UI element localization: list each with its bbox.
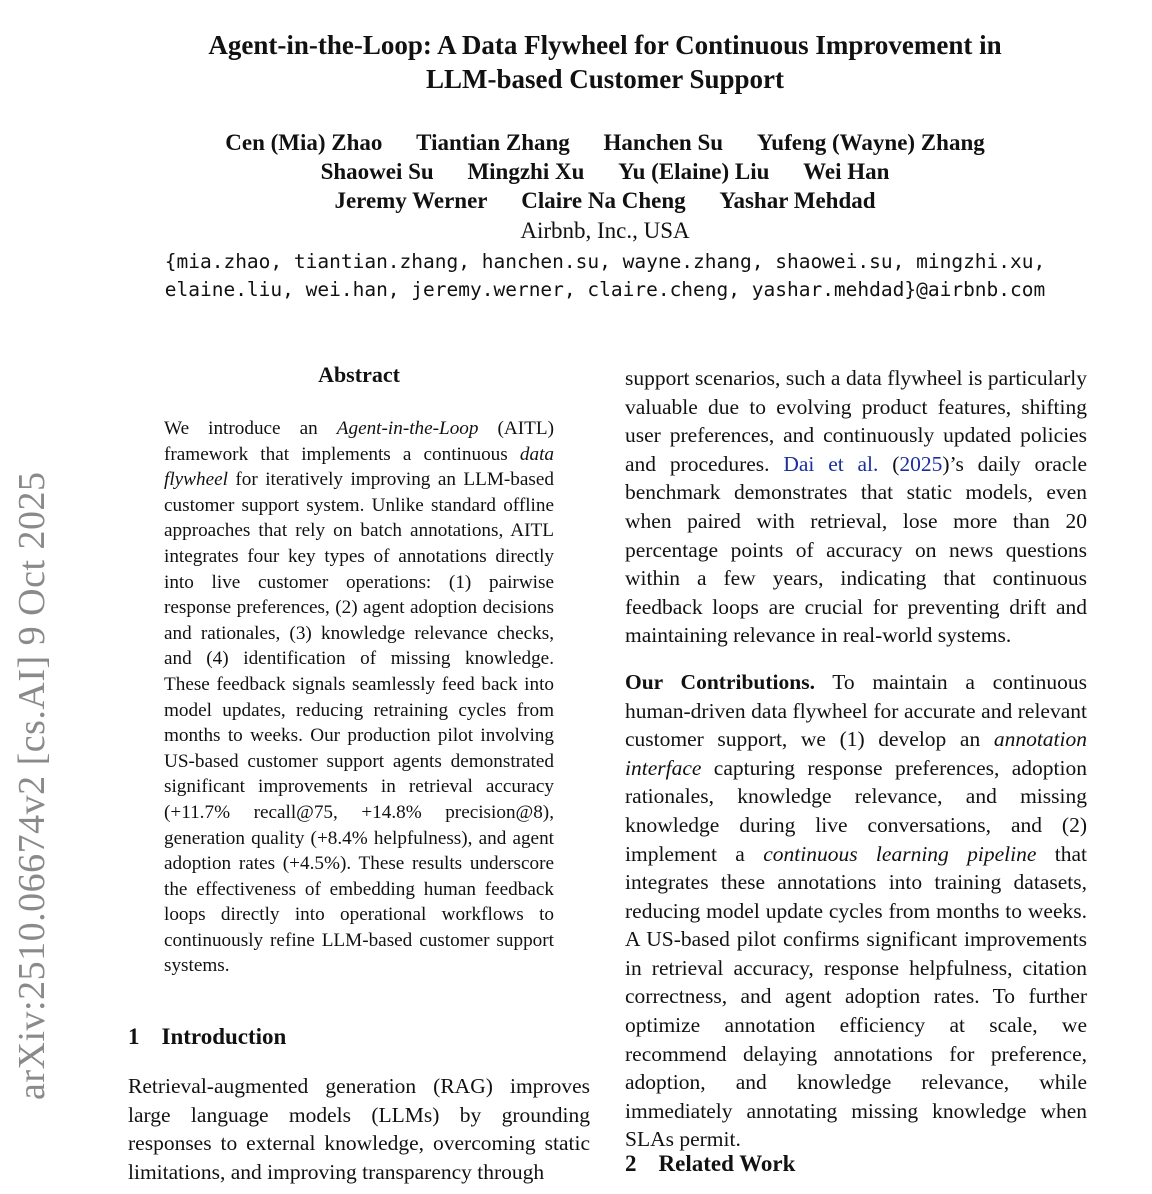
abstract-emphasis: Agent-in-the-Loop bbox=[336, 418, 479, 439]
abstract-emphasis: data flywheel bbox=[164, 443, 554, 491]
paragraph-text: ( bbox=[878, 451, 900, 476]
paragraph-text: To maintain a continuous human-driven data flywheel for accurate and relevant customer support, we (1) develop an bbox=[625, 669, 1087, 752]
contributions-heading: Our Contributions. bbox=[625, 669, 815, 694]
abstract-text: We introduce an bbox=[164, 418, 337, 439]
emails-line-2: elaine.liu, wei.han, jeremy.werner, claire.cheng, yashar.mehdad}@airbnb.com bbox=[164, 278, 1046, 301]
section-number: 2 bbox=[625, 1151, 637, 1176]
paragraph-text: )’s daily oracle benchmark demonstrates that static models, even when paired with retrieval, lose more than 20 percentage points of accuracy on news questions within a few years, indicating that continuous feedback loops are crucial for preventing drift and maintaining relevance in real-world systems. bbox=[625, 451, 1087, 648]
affiliation: Airbnb, Inc., USA bbox=[520, 218, 690, 243]
author: Hanchen Su bbox=[603, 130, 724, 155]
author: Yufeng (Wayne) Zhang bbox=[756, 130, 985, 155]
author: Wei Han bbox=[803, 159, 890, 184]
paragraph-text: that integrates these annotations into training datasets, reducing model update cycles from months to weeks. A US-based pilot confirms significant improvements in retrieval accuracy, response helpfulness, citation correctness, and agent adoption rates. To further optimize annotation efficiency at scale, we recommend delaying annotations for preference, adoption, and knowledge relevance, while immediately annotating missing knowledge when SLAs permit. bbox=[625, 841, 1088, 1152]
abstract-body bbox=[164, 416, 554, 979]
title-line-2: LLM-based Customer Support bbox=[425, 64, 785, 94]
abstract-text: for iteratively improving an LLM-based customer support system. Unlike standard offline approaches that rely on batch annotations, AITL integrates four key types of annotations directly into live customer operations: (1) pairwise response preferences, (2) agent adoption decisions and rationales, (3) knowledge relevance checks, and (4) identification of missing knowledge. These feedback signals seamlessly feed back into model updates, reducing retraining cycles from months to weeks. Our production pilot involving US-based customer support agents demonstrated significant improvements in retrieval accuracy (+11.7% recall@75, +14.8% precision@8), generation quality (+8.4% helpfulness), and agent adoption rates (+4.5%). These results underscore the effectiveness of embedding human feedback loops directly into operational workflows to continuously refine LLM-based customer support systems. bbox=[164, 469, 554, 977]
citation-link[interactable]: Dai et al. bbox=[783, 451, 879, 476]
paragraph-text: capturing response preferences, adoption rationales, knowledge relevance, and missing knowledge during live conversations, and (2) implement a bbox=[625, 755, 1087, 866]
section-title: Introduction bbox=[161, 1024, 287, 1049]
paragraph bbox=[625, 364, 1087, 650]
section-heading-related-work bbox=[625, 1151, 795, 1177]
paragraph-emphasis: annotation interface bbox=[625, 727, 1087, 780]
author: Mingzhi Xu bbox=[467, 159, 585, 184]
paper-title bbox=[120, 28, 1090, 96]
citation-year-link[interactable]: 2025 bbox=[899, 451, 943, 476]
abstract-text: (AITL) framework that implements a continuous bbox=[164, 418, 554, 465]
author: Yu (Elaine) Liu bbox=[618, 159, 770, 184]
contributions-paragraph bbox=[625, 668, 1087, 1154]
author: Shaowei Su bbox=[320, 159, 434, 184]
author-emails bbox=[120, 248, 1090, 304]
author: Yashar Mehdad bbox=[719, 188, 876, 213]
introduction-text: Retrieval-augmented generation (RAG) improves large language models (LLMs) by grounding responses to external knowledge, overcoming static limitations, and improving transparency through bbox=[128, 1074, 590, 1184]
paragraph-emphasis: continuous learning pipeline bbox=[763, 841, 1037, 866]
author: Tiantian Zhang bbox=[416, 130, 570, 155]
section-number: 1 bbox=[128, 1024, 140, 1049]
author: Claire Na Cheng bbox=[521, 188, 686, 213]
paragraph-text: support scenarios, such a data flywheel is particularly valuable due to evolving product features, shifting user preferences, and continuously updated policies and procedures. bbox=[625, 366, 1087, 476]
author: Cen (Mia) Zhao bbox=[225, 130, 383, 155]
abstract-heading: Abstract bbox=[318, 362, 400, 387]
right-column bbox=[625, 364, 1087, 1154]
emails-line-1: {mia.zhao, tiantian.zhang, hanchen.su, wayne.zhang, shaowei.su, mingzhi.xu, bbox=[164, 250, 1046, 273]
arxiv-stamp: arXiv:2510.06674v2 [cs.AI] 9 Oct 2025 bbox=[11, 471, 53, 1100]
title-line-1: Agent-in-the-Loop: A Data Flywheel for Continuous Improvement in bbox=[208, 30, 1002, 60]
section-title: Related Work bbox=[658, 1151, 796, 1176]
author: Jeremy Werner bbox=[334, 188, 488, 213]
author-list bbox=[120, 128, 1090, 215]
section-heading-introduction bbox=[128, 1024, 286, 1050]
